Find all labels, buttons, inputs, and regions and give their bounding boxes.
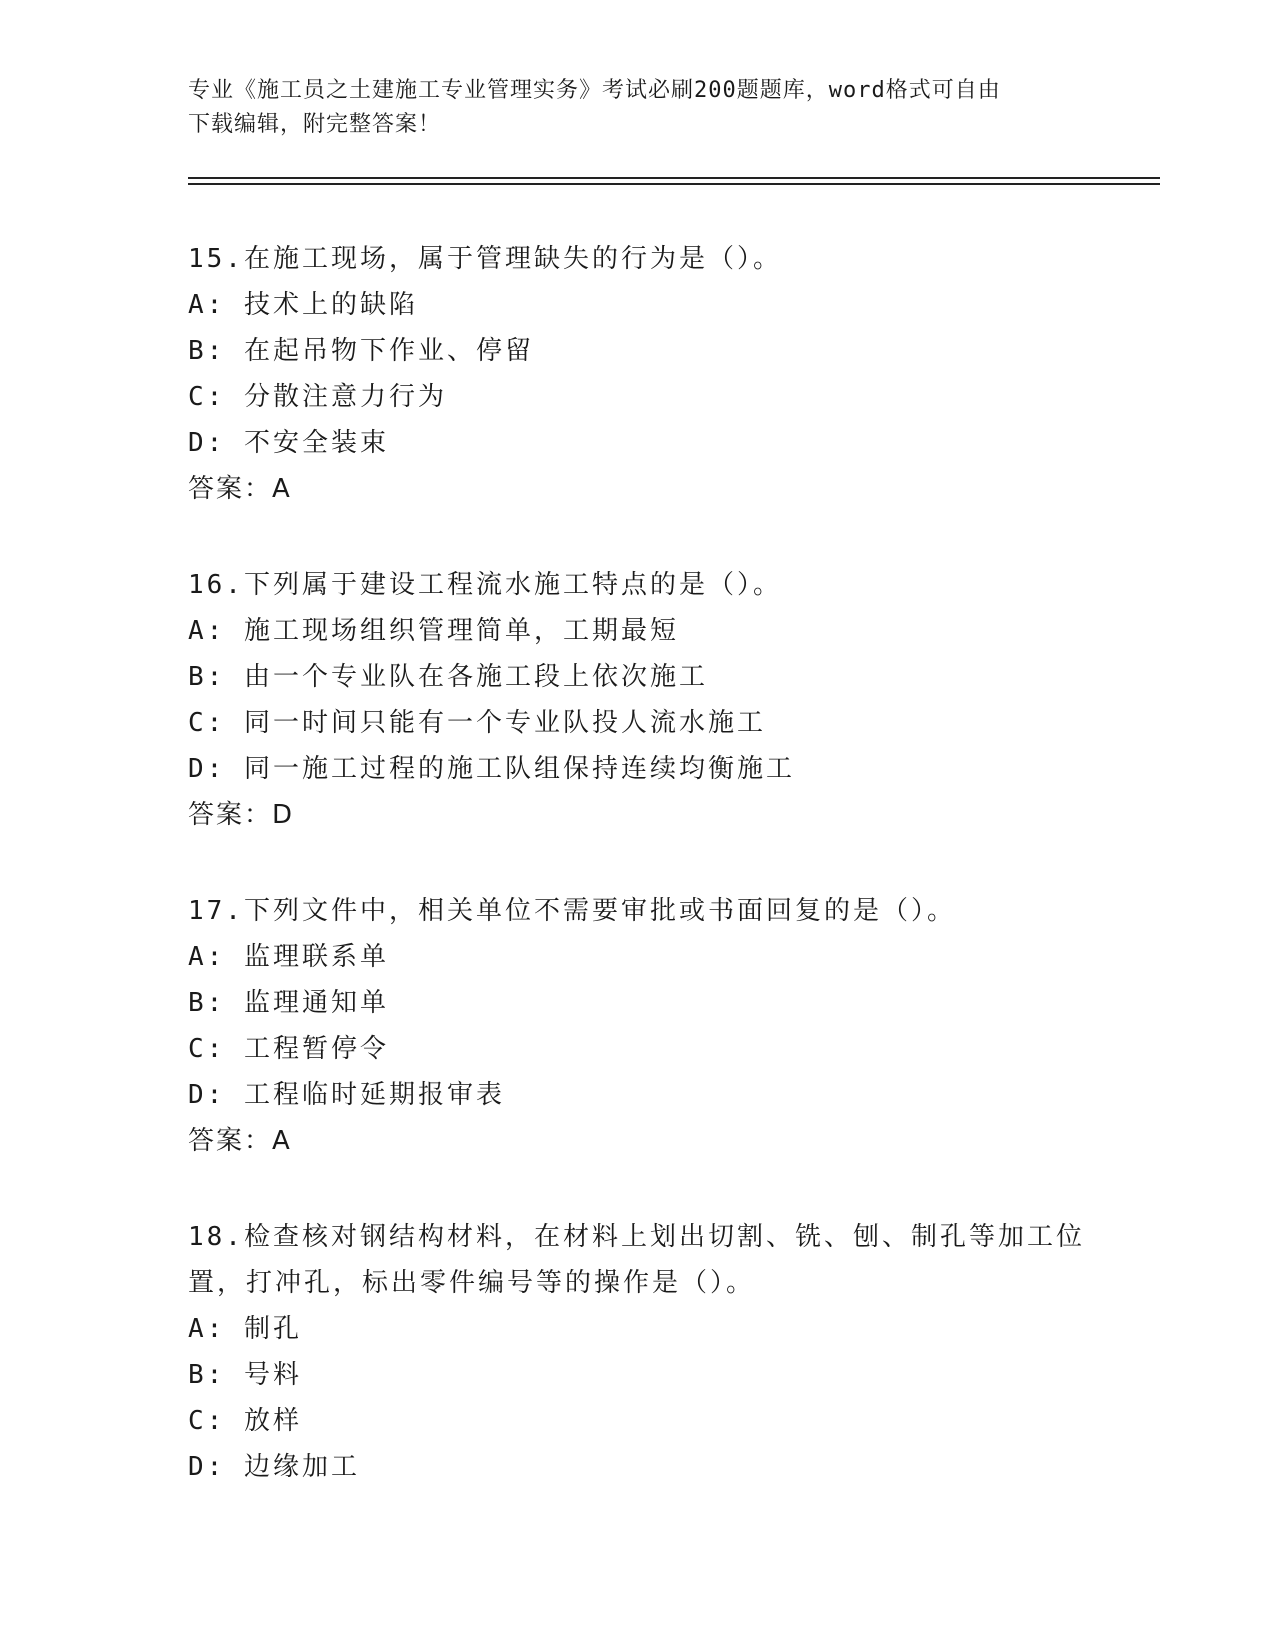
option-d: D: 不安全装束	[188, 428, 389, 458]
document-header	[188, 74, 1068, 142]
question-stem-line-1: 18.检查核对钢结构材料，在材料上划出切割、铣、刨、制孔等加工位	[188, 1222, 1085, 1252]
header-divider-top	[188, 177, 1160, 179]
option-a: A: 制孔	[188, 1314, 302, 1344]
answer: 答案：A	[188, 474, 292, 504]
question-stem: 15.在施工现场，属于管理缺失的行为是（）。	[188, 244, 782, 274]
answer: 答案：D	[188, 800, 295, 830]
question-16	[188, 562, 1088, 838]
header-line-1: 专业《施工员之土建施工专业管理实务》考试必刷200题题库，word格式可自由	[188, 78, 1001, 103]
option-d: D: 同一施工过程的施工队组保持连续均衡施工	[188, 754, 795, 784]
header-divider-bottom	[188, 183, 1160, 185]
option-b: B: 号料	[188, 1360, 302, 1390]
question-stem: 16.下列属于建设工程流水施工特点的是（）。	[188, 570, 782, 600]
option-a: A: 技术上的缺陷	[188, 290, 418, 320]
option-b: B: 在起吊物下作业、停留	[188, 336, 534, 366]
question-list	[188, 236, 1088, 1540]
header-line-2: 下载编辑，附完整答案！	[188, 112, 442, 137]
option-c: C: 放样	[188, 1406, 302, 1436]
question-stem: 17.下列文件中，相关单位不需要审批或书面回复的是（）。	[188, 896, 956, 926]
question-stem-line-2: 置，打冲孔，标出零件编号等的操作是（）。	[188, 1268, 756, 1298]
option-a: A: 监理联系单	[188, 942, 389, 972]
option-c: C: 同一时间只能有一个专业队投人流水施工	[188, 708, 766, 738]
option-d: D: 工程临时延期报审表	[188, 1080, 505, 1110]
answer: 答案：A	[188, 1126, 292, 1156]
option-a: A: 施工现场组织管理简单，工期最短	[188, 616, 679, 646]
option-c: C: 分散注意力行为	[188, 382, 447, 412]
question-18	[188, 1214, 1088, 1490]
option-c: C: 工程暂停令	[188, 1034, 389, 1064]
question-15	[188, 236, 1088, 512]
question-17	[188, 888, 1088, 1164]
option-b: B: 由一个专业队在各施工段上依次施工	[188, 662, 708, 692]
option-d: D: 边缘加工	[188, 1452, 360, 1482]
option-b: B: 监理通知单	[188, 988, 389, 1018]
